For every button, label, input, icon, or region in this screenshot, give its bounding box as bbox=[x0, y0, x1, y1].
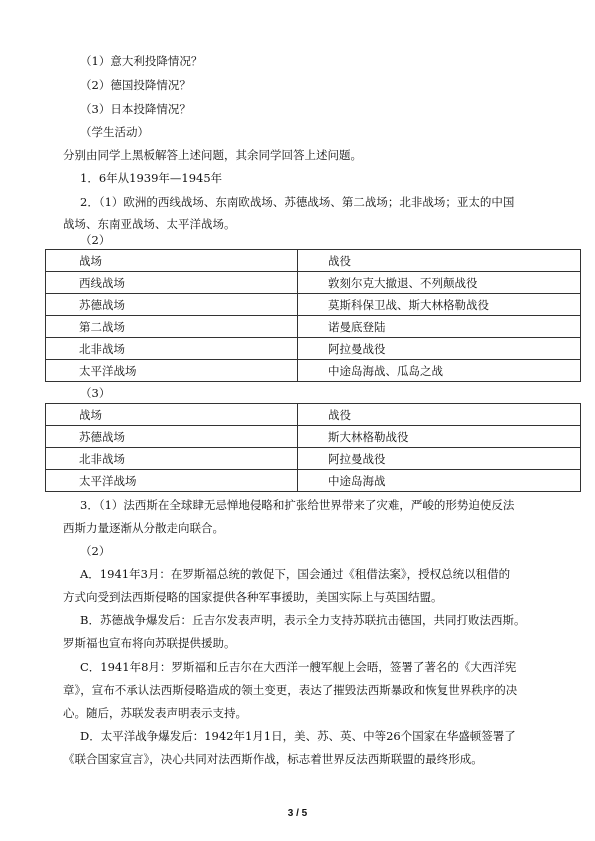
paragraph-b-line: B．苏德战争爆发后：丘吉尔发表声明，表示全力支持苏联抗击德国，共同打败法西斯。 bbox=[80, 613, 526, 627]
table-cell: 阿拉曼战役 bbox=[298, 448, 581, 470]
table-row bbox=[46, 338, 581, 360]
question-1: （1）意大利投降情况？ bbox=[80, 54, 203, 68]
battlefield-table-2 bbox=[45, 403, 581, 492]
paragraph-c-line: 心。随后，苏联发表声明表示支持。 bbox=[63, 706, 247, 720]
table-cell: 中途岛海战 bbox=[298, 470, 581, 492]
table-header-row bbox=[46, 404, 581, 426]
page-number: 3 / 5 bbox=[287, 808, 308, 819]
paragraph-d-line: D．太平洋战争爆发后：1942年1月1日，美、苏、英、中等26个国家在华盛顿签署了 bbox=[80, 729, 516, 743]
table-cell: 第二战场 bbox=[46, 316, 298, 338]
table-2-label: （3） bbox=[80, 386, 111, 400]
table-1-label: （2） bbox=[80, 233, 111, 247]
table-row bbox=[46, 470, 581, 492]
answer-2-line-2: 战场、东南亚战场、太平洋战场。 bbox=[63, 217, 236, 231]
student-activity: （学生活动） bbox=[80, 125, 149, 139]
table-row bbox=[46, 294, 581, 316]
table-cell: 斯大林格勒战役 bbox=[298, 426, 581, 448]
paragraph-c-line: 章》，宣布不承认法西斯侵略造成的领土变更，表达了摧毁法西斯暴政和恢复世界秩序的决 bbox=[63, 683, 518, 697]
table-cell: 太平洋战场 bbox=[46, 360, 298, 382]
paragraph-c-line: C．1941年8月：罗斯福和丘吉尔在大西洋一艘军舰上会晤，签署了著名的《大西洋宪 bbox=[80, 660, 517, 674]
answer-3-line-1: 3．（1）法西斯在全球肆无忌惮地侵略和扩张给世界带来了灾难，严峻的形势迫使反法 bbox=[80, 498, 515, 512]
table-cell: 西线战场 bbox=[46, 272, 298, 294]
table-cell: 阿拉曼战役 bbox=[298, 338, 581, 360]
table-cell: 诺曼底登陆 bbox=[298, 316, 581, 338]
answer-1: 1．6年从1939年—1945年 bbox=[80, 171, 223, 185]
table-cell: 中途岛海战、瓜岛之战 bbox=[298, 360, 581, 382]
answer-2-line-1: 2．（1）欧洲的西线战场、东南欧战场、苏德战场、第二战场；北非战场；亚太的中国 bbox=[80, 195, 515, 209]
paragraph-b-line: 罗斯福也宣布将向苏联提供援助。 bbox=[63, 636, 236, 650]
table-cell: 太平洋战场 bbox=[46, 470, 298, 492]
header-cell: 战役 bbox=[298, 250, 581, 272]
table-cell: 北非战场 bbox=[46, 448, 298, 470]
table-row bbox=[46, 360, 581, 382]
paragraph-a-line: A．1941年3月：在罗斯福总统的敦促下，国会通过《租借法案》，授权总统以租借的 bbox=[80, 567, 511, 581]
instruction-text: 分别由同学上黑板解答上述问题，其余同学回答上述问题。 bbox=[63, 148, 362, 162]
header-cell: 战场 bbox=[46, 404, 298, 426]
question-2: （2）德国投降情况？ bbox=[80, 78, 191, 92]
table-row bbox=[46, 426, 581, 448]
paragraph-a-line: 方式向受到法西斯侵略的国家提供各种军事援助，美国实际上与英国结盟。 bbox=[63, 590, 443, 604]
table-row bbox=[46, 448, 581, 470]
answer-3-sub: （2） bbox=[80, 544, 111, 558]
paragraph-d-line: 《联合国家宣言》，决心共同对法西斯作战，标志着世界反法西斯联盟的最终形成。 bbox=[63, 752, 483, 766]
table-header-row bbox=[46, 250, 581, 272]
table-row bbox=[46, 272, 581, 294]
question-3: （3）日本投降情况？ bbox=[80, 102, 191, 116]
table-cell: 敦刻尔克大撤退、不列颠战役 bbox=[298, 272, 581, 294]
header-cell: 战役 bbox=[298, 404, 581, 426]
table-cell: 苏德战场 bbox=[46, 426, 298, 448]
header-cell: 战场 bbox=[46, 250, 298, 272]
table-cell: 苏德战场 bbox=[46, 294, 298, 316]
table-row bbox=[46, 316, 581, 338]
answer-3-line-2: 西斯力量逐渐从分散走向联合。 bbox=[63, 521, 224, 535]
table-cell: 莫斯科保卫战、斯大林格勒战役 bbox=[298, 294, 581, 316]
table-cell: 北非战场 bbox=[46, 338, 298, 360]
battlefield-table-1 bbox=[45, 249, 581, 382]
